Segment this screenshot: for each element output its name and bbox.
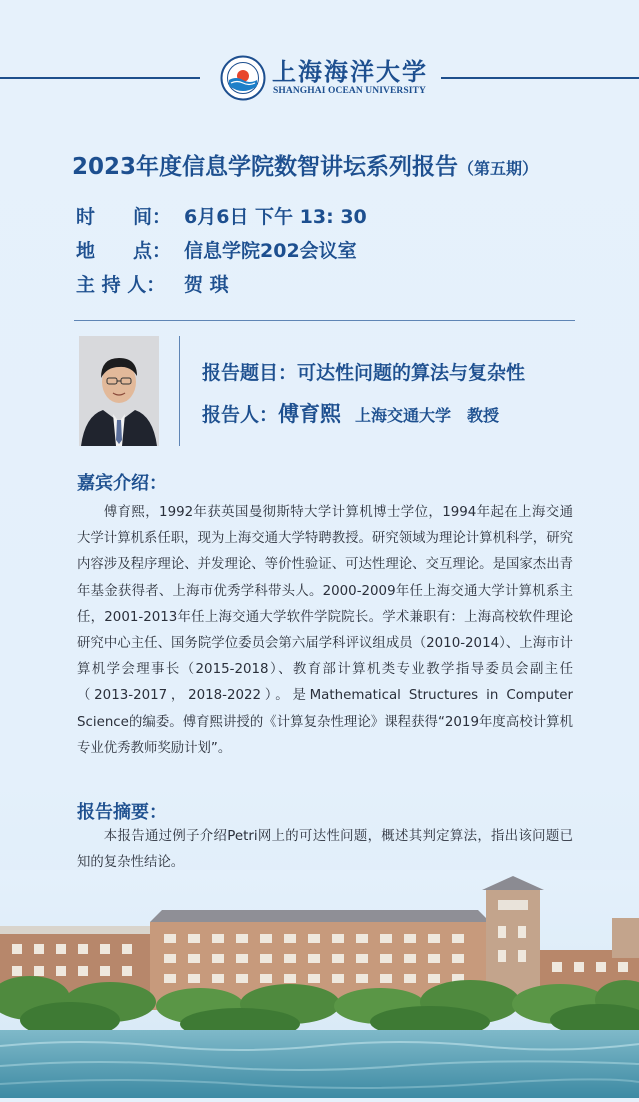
- abstract-text: [77, 824, 573, 876]
- speaker-card-divider: [179, 336, 180, 446]
- speaker-photo: [79, 336, 159, 446]
- place-label: 地 点：: [76, 240, 172, 262]
- host-row: [76, 270, 229, 297]
- header-rule-right: [441, 77, 639, 79]
- time-label: 时 间：: [76, 206, 172, 228]
- university-logo: [220, 55, 266, 101]
- section-divider: [74, 320, 575, 321]
- topic-value: 可达性问题的算法与复杂性: [297, 362, 526, 384]
- speaker-label: 报告人：: [202, 404, 279, 426]
- topic-label: 报告题目：: [202, 362, 298, 384]
- bio-text: [77, 500, 573, 762]
- abstract-heading: 报告摘要：: [77, 802, 167, 823]
- logo-en: SHANGHAI OCEAN UNIVERSITY: [273, 86, 426, 96]
- speaker-portrait-icon: [79, 336, 159, 446]
- event-title: [72, 148, 538, 181]
- campus-scene: [0, 870, 639, 1098]
- logo-cn: 上海海洋大学: [272, 57, 428, 86]
- event-title-main: 2023年度信息学院数智讲坛系列报告: [72, 154, 459, 180]
- place-row: [76, 236, 357, 263]
- time-value: 6月6日 下午 13: 30: [184, 206, 367, 228]
- speaker-row: [202, 398, 499, 428]
- speaker-name: 傅育熙: [278, 402, 342, 426]
- time-row: [76, 202, 367, 229]
- bio-paragraph: 傅育熙，1992年获英国曼彻斯特大学计算机博士学位，1994年起在上海交通大学计算机系任职，现为上海交通大学特聘教授。研究领域为理论计算机科学，研究内容涉及程序理论、并发理论、等价性验证、可达性理论、交互理论。是国家杰出青年基金获得者、上海市优秀学科带头人。2000-2009年任上海交通大学计算机系主任，2001-2013年任上海交通大学软件学院院长。学术兼职有：上海高校软件理论研究中心主任、国务院学位委员会第六届学科评议组成员（2010-2014）、上海市计算机学会理事长（2015-2018）、教育部计算机类专业教学指导委员会副主任（2013-2017，2018-2022）。是Mathematical Structures in Computer Science的编委。傅育熙讲授的《计算复杂性理论》课程获得“2019年度高校计算机专业优秀教师奖励计划”。: [77, 505, 573, 756]
- event-title-issue: （第五期）: [458, 159, 539, 178]
- host-value: 贺 琪: [184, 274, 229, 296]
- bio-heading: 嘉宾介绍：: [77, 473, 167, 494]
- topic-row: [202, 358, 525, 385]
- university-emblem-icon: [220, 55, 266, 101]
- header-rule-left: [0, 77, 200, 79]
- abstract-paragraph: 本报告通过例子介绍Petri网上的可达性问题，概述其判定算法，指出该问题已知的复杂性结论。: [77, 829, 573, 871]
- place-value: 信息学院202会议室: [184, 240, 357, 262]
- speaker-affiliation: 上海交通大学 教授: [355, 406, 500, 425]
- campus-building-illustration: [0, 870, 639, 1098]
- host-label: 主 持 人：: [76, 274, 166, 296]
